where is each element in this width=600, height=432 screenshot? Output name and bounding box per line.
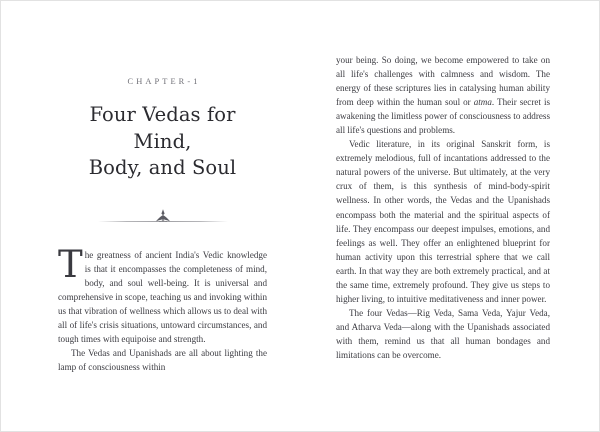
- paragraph: [336, 137, 550, 306]
- paragraph: [336, 53, 550, 137]
- chapter-title-line-2: Body, and Soul: [88, 156, 237, 180]
- paragraph-text: The four Vedas—Rig Veda, Sama Veda, Yajur Veda, and Atharva Veda—along with the Upanishads associated with them, remind us that all human bondages and limitations can be overcome.: [336, 307, 550, 360]
- spread-container: [1, 1, 599, 431]
- chapter-title-line-1: Four Vedas for Mind,: [89, 103, 236, 153]
- paragraph: [336, 306, 550, 362]
- left-column-body: [58, 228, 267, 374]
- paragraph-text: The Vedas and Upanishads are all about lighting the lamp of consciousness within: [58, 347, 267, 372]
- paragraph: [58, 242, 267, 346]
- diamond-finial-icon: [150, 208, 176, 224]
- right-column-body: [336, 1, 550, 362]
- sanskrit-term-atma: atma: [473, 97, 492, 108]
- paragraph-text: Vedic literature, in its original Sanskrit form, is extremely melodious, full of incantations addressed to the natural powers of the universe. But ultimately, at the very crux of them, is this synthesis of mind-body-spirit wellness. In other words, the Vedas and the Upanishads encompass both the material and the spiritual aspects of life. They encompass our deepest impulses, emotions, and feelings as well. They offer an enlightened blueprint for human activity upon this terrestrial sphere that we call earth. In that way they are both extremely practical, and at the same time, extremely profound. They give us steps to higher living, to intuitive meditativeness and inner power.: [336, 139, 550, 304]
- chapter-eyebrow: CHAPTER-1: [127, 77, 201, 86]
- paragraph: [58, 346, 267, 374]
- drop-cap: T: [58, 242, 83, 286]
- ornament-divider: [98, 208, 228, 228]
- left-page: [1, 1, 300, 431]
- right-page: [300, 1, 599, 431]
- paragraph-text-part-a: your being. So doing, we become empowered to take on all life's challenges with calmness and wisdom. The energy of these scriptures lies in catalysing human ability from deep within the human soul or: [336, 55, 550, 108]
- paragraph-text: he greatness of ancient India's Vedic knowledge is that it encompasses the completeness of mind, body, and soul well-being. It is universal and comprehensive in scope, teaching us and invoking within us that vibration of wellness which allows us to deal with all of life's crisis situations, untoward circumstances, and tough times with equipoise and strength.: [58, 249, 267, 344]
- page-title: [58, 86, 267, 182]
- paragraph-text-part-b: . Their secret is awakening the limitless power of consciousness to address all life's questions and problems.: [336, 97, 551, 136]
